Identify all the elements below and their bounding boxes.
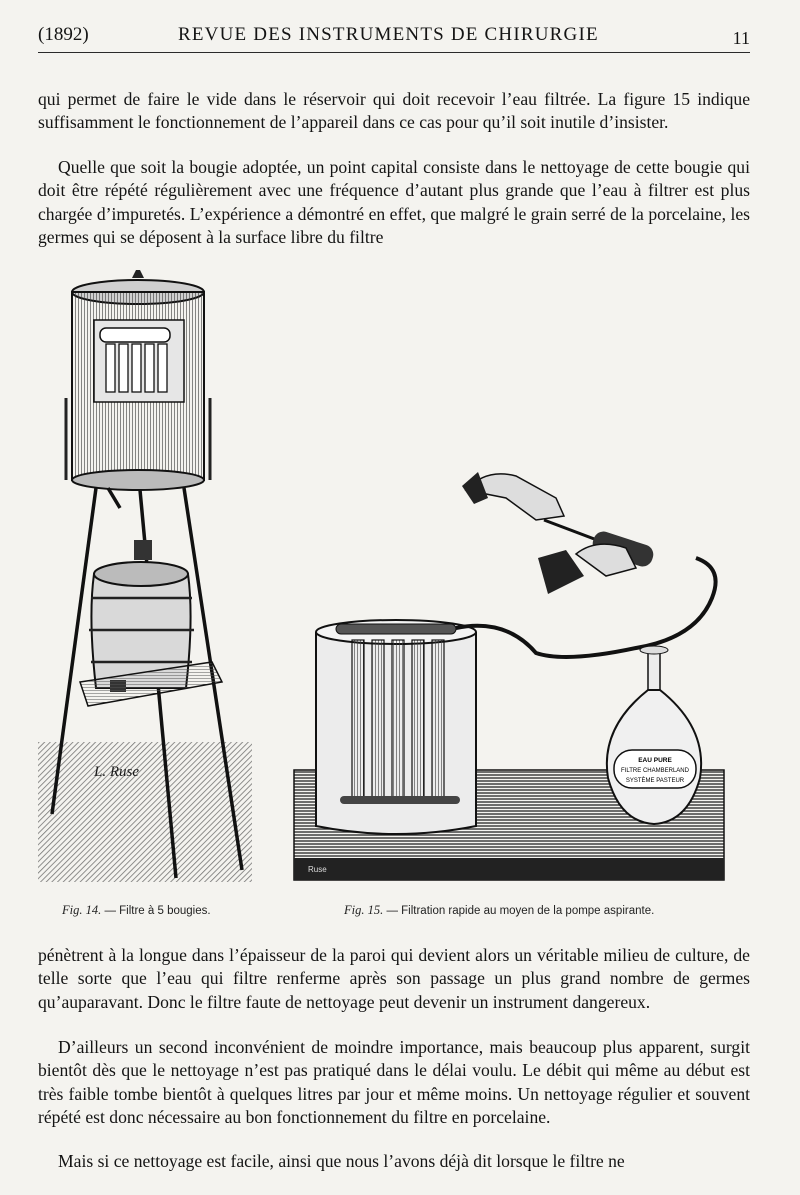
figure-15-number: Fig. 15. [344,903,384,917]
header-title: REVUE DES INSTRUMENTS DE CHIRURGIE [178,24,599,45]
figure-15-filtration-apparatus [294,472,724,880]
fig14-barrel [80,540,222,706]
figure-15-caption [344,903,654,918]
figure-14-caption [62,903,211,918]
figures-illustration [36,258,762,888]
figure-15-caption-text: — Filtration rapide au moyen de la pompe aspirante. [386,905,655,917]
paragraph-germs: pénètrent à la longue dans l’épaisseur de la paroi qui devient alors un véritable milieu de culture, de telle sorte que l’eau qui filtre renferme après son passage un plus grand nombre de germes qu’auparavant. Donc le filtre faute de nettoyage peut devenir un instrument dangereux. [38,945,750,1012]
flask-label-line-1: EAU PURE [638,757,672,764]
figure-14-caption-text: — Filtre à 5 bougies. [104,905,211,917]
fig15-flask [607,646,701,824]
figure-14-number: Fig. 14. [62,903,102,917]
fig15-rubber-tube [456,558,716,657]
fig14-tank [66,270,210,490]
flask-label-line-3: SYSTÈME PASTEUR [625,778,685,784]
paragraph-cleaning: Quelle que soit la bougie adoptée, un point capital consiste dans le nettoyage de cette bougie qui doit être répété régulièrement avec une fréquence d’autant plus grande que l’eau à filtrer est plus chargée d’impuretés. L’expérience a démontré en effet, que malgré le grain serré de la porcelaine, les germes qui se déposent à la surface libre du filtre [38,157,750,248]
header-year: (1892) [38,24,89,45]
fig14-engraver-signature: L. Ruse [94,764,139,780]
page-number: 11 [732,28,750,48]
fig15-table-edge [294,858,724,880]
paragraph-final: Mais si ce nettoyage est facile, ainsi que nous l’avons déjà dit lorsque le filtre ne [58,1151,625,1171]
fig14-floor [38,742,252,882]
running-head [38,22,750,53]
paragraph-continuation: qui permet de faire le vide dans le réservoir qui doit recevoir l’eau filtrée. La figure 15 indique suffisamment le fonctionnement de l’appareil dans ce cas pour qu’il soit inutile d’insister. [38,89,750,133]
figure-14-filter-stand [38,270,252,882]
fig15-water-jar [316,620,476,834]
paragraph-second-inconvenience: D’ailleurs un second inconvénient de moindre importance, mais beaucoup plus apparent, surgit bientôt dès que le nettoyage n’est pas pratiqué dans le délai voulu. Le débit qui même au début est très faible tombe bientôt à quelques litres par jour et même moins. Un nettoyage régulier et souvent répété est donc nécessaire au bon fonctionnement du filtre en porcelaine. [38,1037,750,1128]
flask-label-line-2: FILTRE CHAMBERLAND [621,768,689,774]
fig15-engraver-signature: Ruse [308,865,327,874]
fig15-hands-pump [462,472,656,594]
